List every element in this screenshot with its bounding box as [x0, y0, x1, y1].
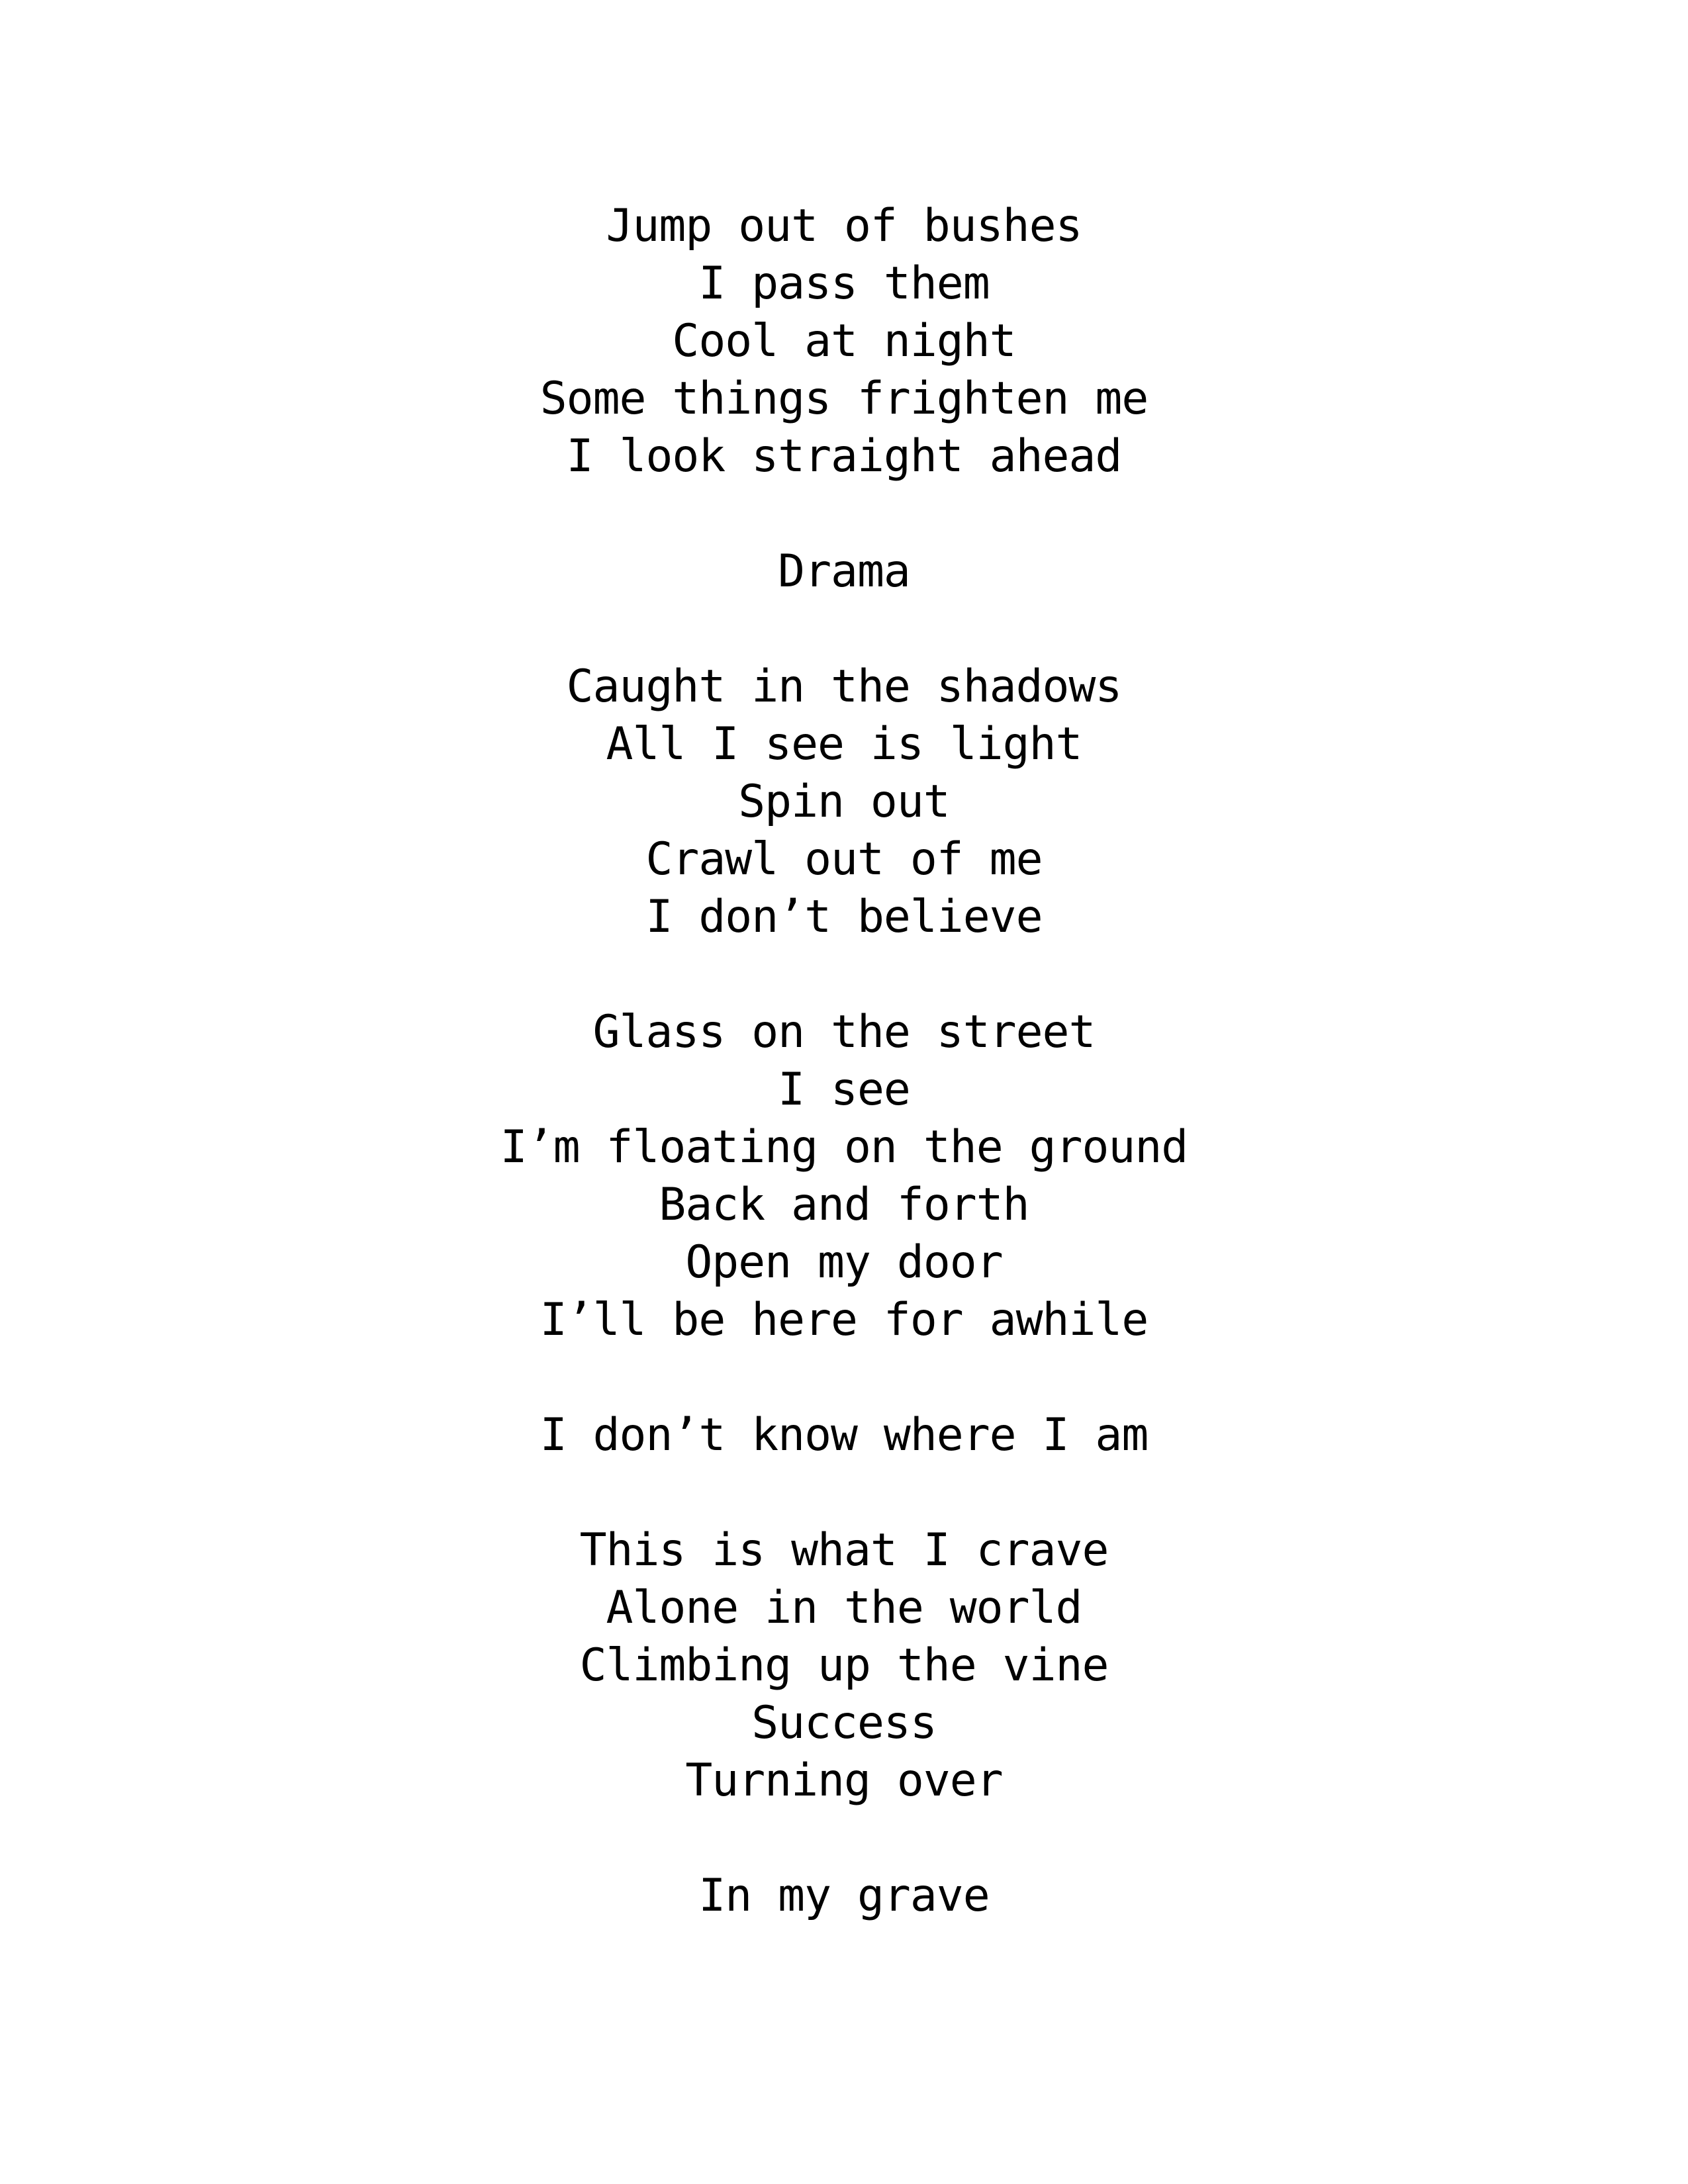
- lyric-line: I’ll be here for awhile: [539, 1294, 1149, 1346]
- lyric-line: I see: [778, 1064, 910, 1116]
- lyric-line: Drama: [778, 545, 910, 598]
- lyric-line: All I see is light: [606, 718, 1082, 770]
- stanza-1: [0, 197, 1688, 485]
- lyric-line: In my grave: [698, 1870, 990, 1922]
- lyric-line: Back and forth: [659, 1179, 1029, 1231]
- stanza-2: [0, 543, 1688, 600]
- lyric-line: I pass them: [698, 257, 990, 310]
- lyric-line: I don’t know where I am: [539, 1409, 1149, 1461]
- lyric-line: Cool at night: [672, 315, 1016, 367]
- lyric-line: Caught in the shadows: [566, 660, 1122, 713]
- lyric-line: I’m floating on the ground: [500, 1121, 1188, 1173]
- stanza-3: [0, 658, 1688, 946]
- stanza-5: [0, 1406, 1688, 1464]
- lyric-line: This is what I crave: [579, 1524, 1109, 1576]
- lyrics-text-block: [0, 197, 1688, 1925]
- lyric-line: I don’t believe: [645, 891, 1043, 943]
- lyric-line: Climbing up the vine: [579, 1639, 1109, 1692]
- stanza-4: [0, 1003, 1688, 1349]
- stanza-7: [0, 1867, 1688, 1925]
- lyric-line: Turning over: [685, 1754, 1003, 1807]
- lyric-line: Jump out of bushes: [606, 200, 1082, 252]
- lyric-line: Some things frighten me: [539, 373, 1149, 425]
- stanza-6: [0, 1522, 1688, 1809]
- lyric-line: I look straight ahead: [566, 430, 1122, 482]
- lyric-line: Crawl out of me: [645, 833, 1043, 886]
- lyric-line: Open my door: [685, 1236, 1003, 1289]
- lyric-line: Alone in the world: [606, 1582, 1082, 1634]
- lyric-line: Success: [751, 1697, 937, 1749]
- lyric-line: Spin out: [738, 776, 950, 828]
- lyric-line: Glass on the street: [592, 1006, 1096, 1058]
